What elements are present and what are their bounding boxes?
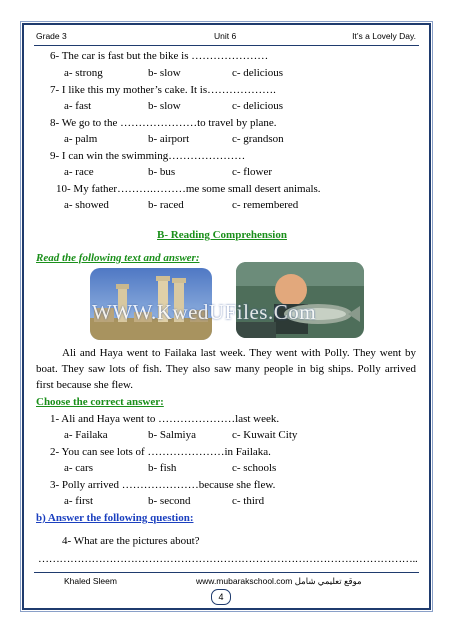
option-r2b[interactable]: b- fish — [148, 462, 177, 474]
question-10: 10- My father……….………me some small desert animals. — [56, 183, 321, 195]
option-r1c[interactable]: c- Kuwait City — [232, 429, 298, 441]
option-8a[interactable]: a- palm — [64, 133, 98, 145]
option-7b[interactable]: b- slow — [148, 100, 181, 112]
option-r3c[interactable]: c- third — [232, 495, 265, 507]
grade-label: Grade 3 — [36, 31, 67, 41]
section-heading: B- Reading Comprehension — [157, 229, 287, 241]
answer-line[interactable]: …………………………………………………………………………………………….. — [38, 553, 418, 565]
option-r1a[interactable]: a- Failaka — [64, 429, 108, 441]
reading-question-2: 2- You can see lots of …………………in Failaka. — [50, 446, 271, 458]
option-9c[interactable]: c- flower — [232, 166, 273, 178]
option-10a[interactable]: a- showed — [64, 199, 109, 211]
option-r1b[interactable]: b- Salmiya — [148, 429, 196, 441]
option-r3a[interactable]: a- first — [64, 495, 94, 507]
option-6c[interactable]: c- delicious — [232, 67, 284, 79]
unit-label: Unit 6 — [214, 31, 237, 41]
reading-question-3: 3- Polly arrived …………………because she flew. — [50, 479, 276, 491]
answer-heading: b) Answer the following question: — [36, 512, 194, 524]
option-7a[interactable]: a- fast — [64, 100, 92, 112]
question-6: 6- The car is fast but the bike is ………………… — [50, 50, 269, 62]
option-9a[interactable]: a- race — [64, 166, 94, 178]
lesson-title: It’s a Lovely Day. — [352, 31, 416, 41]
option-r2c[interactable]: c- schools — [232, 462, 277, 474]
question-8: 8- We go to the …………………to travel by plane. — [50, 117, 277, 129]
reading-question-1: 1- Ali and Haya went to …………………last week. — [50, 413, 280, 425]
footer-rule — [34, 572, 419, 573]
watermark: WWW.KwedUFiles.Com — [92, 300, 317, 324]
author-name: Khaled Sleem — [64, 576, 117, 586]
option-10c[interactable]: c- remembered — [232, 199, 299, 211]
page-number: 4 — [211, 589, 231, 605]
option-8b[interactable]: b- airport — [148, 133, 190, 145]
option-6b[interactable]: b- slow — [148, 67, 181, 79]
school-site[interactable]: www.mubarakschool.com موقع تعليمي شامل — [196, 576, 362, 586]
page-header — [36, 31, 416, 45]
reading-passage: Ali and Haya went to Failaka last week. They went with Polly. They went by boat. They saw lots of fish. They also saw many people in big ships. Polly arrived first because she flew. — [36, 347, 416, 391]
option-9b[interactable]: b- bus — [148, 166, 176, 178]
question-9: 9- I can win the swimming………………… — [50, 150, 246, 162]
option-r3b[interactable]: b- second — [148, 495, 191, 507]
question-7: 7- I like this my mother’s cake. It is………………. — [50, 84, 276, 96]
option-10b[interactable]: b- raced — [148, 199, 184, 211]
option-8c[interactable]: c- grandson — [232, 133, 284, 145]
option-6a[interactable]: a- strong — [64, 67, 103, 79]
reading-instruction: Read the following text and answer: — [36, 252, 200, 264]
open-question: 4- What are the pictures about? — [62, 535, 200, 547]
choose-heading: Choose the correct answer: — [36, 396, 164, 408]
option-7c[interactable]: c- delicious — [232, 100, 284, 112]
header-rule — [34, 45, 419, 46]
option-r2a[interactable]: a- cars — [64, 462, 94, 474]
